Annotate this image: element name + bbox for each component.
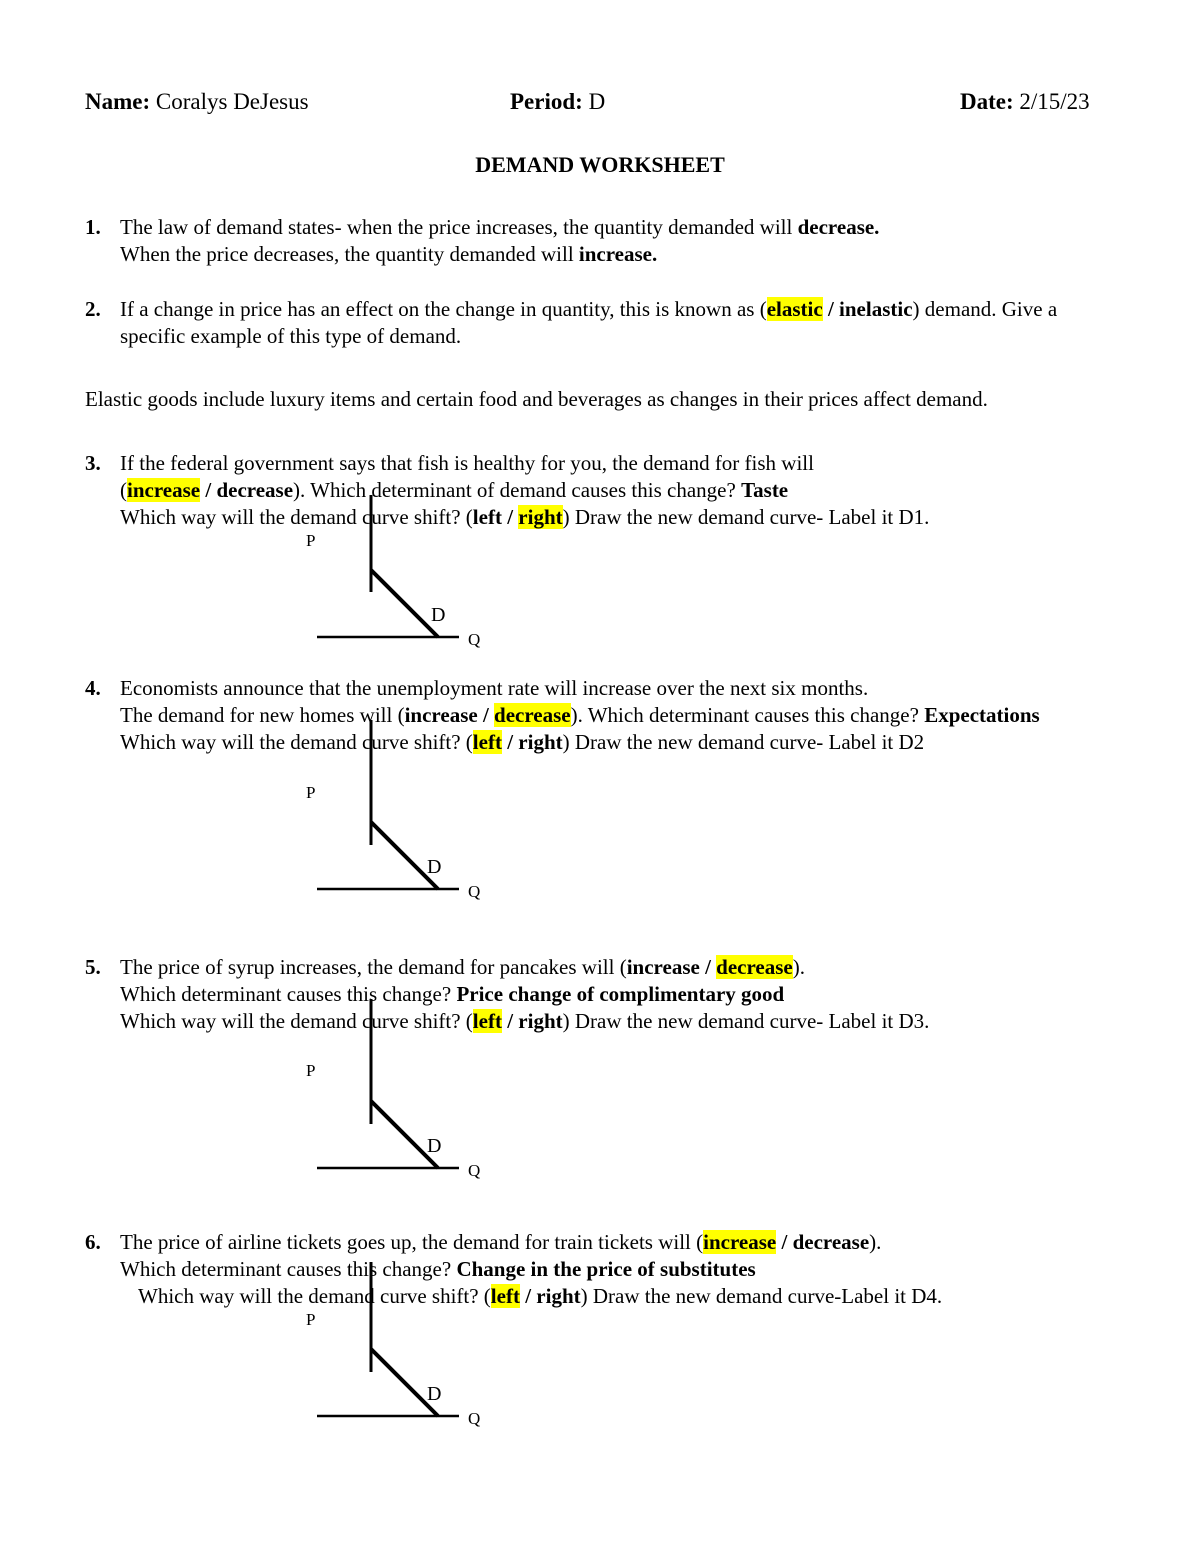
- q4-sep: /: [477, 703, 495, 727]
- q2-text-end: ) demand. Give a: [912, 297, 1058, 321]
- name-label: Name:: [85, 89, 151, 114]
- q4-number: 4.: [85, 676, 101, 700]
- q6-text-end: ).: [869, 1230, 882, 1254]
- q4-text: The demand for new homes will (: [120, 703, 405, 727]
- q2-number: 2.: [85, 297, 101, 321]
- q4-shift-text: Which way will the demand curve shift? (: [120, 730, 473, 754]
- graph-1-d-label: D: [431, 604, 446, 626]
- q5-text: The price of syrup increases, the demand for pancakes will (: [120, 955, 627, 979]
- q6-option-increase: increase: [703, 1230, 777, 1254]
- q4-option-increase: increase: [404, 703, 478, 727]
- q1-text-2: When the price decreases, the quantity demanded will: [120, 242, 579, 266]
- q4-shift-end: ) Draw the new demand curve- Label it D2: [562, 730, 925, 754]
- q6-sep: /: [776, 1230, 793, 1254]
- q6-shift-text: Which way will the demand curve shift? (: [138, 1284, 491, 1308]
- graph-3-q-label: Q: [468, 1161, 481, 1180]
- q5-number: 5.: [85, 955, 101, 979]
- q4-shift-sep: /: [501, 730, 519, 754]
- name-value: Coralys DeJesus: [155, 89, 309, 114]
- q2-text: If a change in price has an effect on the change in quantity, this is known as (: [120, 297, 767, 321]
- q6-shift-left: left: [490, 1284, 520, 1308]
- graph-1-p-label: P: [306, 531, 316, 550]
- q3-option-increase: increase: [127, 478, 201, 502]
- q3-shift-sep: /: [501, 505, 519, 529]
- q3-line1: If the federal government says that fish is healthy for you, the demand for fish will: [120, 451, 814, 475]
- q3-text: ). Which determinant of demand causes this change?: [293, 478, 742, 502]
- q2-answer: Elastic goods include luxury items and certain food and beverages as changes in their prices affect demand.: [85, 387, 988, 411]
- q6-text-2: Which determinant causes this change?: [120, 1257, 457, 1281]
- q5-shift-sep: /: [501, 1009, 519, 1033]
- graph-4-d-label: D: [427, 1383, 442, 1405]
- graph-3-p-label: P: [306, 1061, 316, 1080]
- q6-option-decrease: decrease: [792, 1230, 870, 1254]
- graph-4-p-label: P: [306, 1310, 316, 1329]
- q3-sep: /: [200, 478, 217, 502]
- q2-sep: /: [822, 297, 840, 321]
- q1-answer-1: decrease.: [797, 215, 880, 239]
- q3-shift-left: left: [472, 505, 502, 529]
- q1-answer-2: increase.: [578, 242, 658, 266]
- q5-text-end: ).: [792, 955, 805, 979]
- q5-option-decrease: decrease: [716, 955, 793, 979]
- q3-answer: Taste: [741, 478, 789, 502]
- q3-shift-end: ) Draw the new demand curve- Label it D1.: [562, 505, 930, 529]
- q6-answer: Change in the price of substitutes: [456, 1257, 756, 1281]
- q6-shift-sep: /: [519, 1284, 537, 1308]
- q1-text: The law of demand states- when the price increases, the quantity demanded will: [120, 215, 798, 239]
- q3-paren: (: [120, 478, 127, 502]
- graph-1-q-label: Q: [468, 630, 481, 649]
- page-title: DEMAND WORKSHEET: [475, 152, 725, 177]
- q4-shift-left: left: [472, 730, 502, 754]
- graph-2-q-label: Q: [468, 882, 481, 901]
- graph-3-d-label: D: [427, 1135, 442, 1157]
- q1-number: 1.: [85, 215, 101, 239]
- q3-number: 3.: [85, 451, 101, 475]
- q3-shift-text: Which way will the demand curve shift? (: [120, 505, 473, 529]
- q5-answer: Price change of complimentary good: [456, 982, 785, 1006]
- q6-number: 6.: [85, 1230, 101, 1254]
- q2-option-elastic: elastic: [766, 297, 823, 321]
- q6-text: The price of airline tickets goes up, the demand for train tickets will (: [120, 1230, 704, 1254]
- q4-line1: Economists announce that the unemployment rate will increase over the next six months.: [120, 676, 869, 700]
- q5-shift-end: ) Draw the new demand curve- Label it D3.: [562, 1009, 930, 1033]
- q5-text-2: Which determinant causes this change?: [120, 982, 457, 1006]
- q5-sep: /: [699, 955, 717, 979]
- q5-shift-left: left: [472, 1009, 502, 1033]
- graph-2-d-label: D: [427, 856, 442, 878]
- period-value: D: [588, 89, 606, 114]
- period-label: Period:: [510, 89, 583, 114]
- q4-shift-right: right: [518, 730, 563, 754]
- q2-option-inelastic: inelastic: [839, 297, 913, 321]
- graph-2-p-label: P: [306, 783, 316, 802]
- q4-answer: Expectations: [924, 703, 1040, 727]
- q5-option-increase: increase: [626, 955, 700, 979]
- q5-shift-right: right: [518, 1009, 563, 1033]
- q4-option-decrease: decrease: [494, 703, 571, 727]
- q5-shift-text: Which way will the demand curve shift? (: [120, 1009, 473, 1033]
- q3-shift-right: right: [518, 505, 563, 529]
- q2-line2: specific example of this type of demand.: [120, 324, 462, 348]
- q4-text-2: ). Which determinant causes this change?: [570, 703, 925, 727]
- graph-4-q-label: Q: [468, 1409, 481, 1428]
- date-label: Date:: [960, 89, 1014, 114]
- graph-1-demand-curve: [371, 570, 438, 637]
- q3-option-decrease: decrease: [216, 478, 294, 502]
- q6-shift-right: right: [536, 1284, 581, 1308]
- q6-shift-end: ) Draw the new demand curve-Label it D4.: [580, 1284, 943, 1308]
- date-value: 2/15/23: [1019, 89, 1090, 114]
